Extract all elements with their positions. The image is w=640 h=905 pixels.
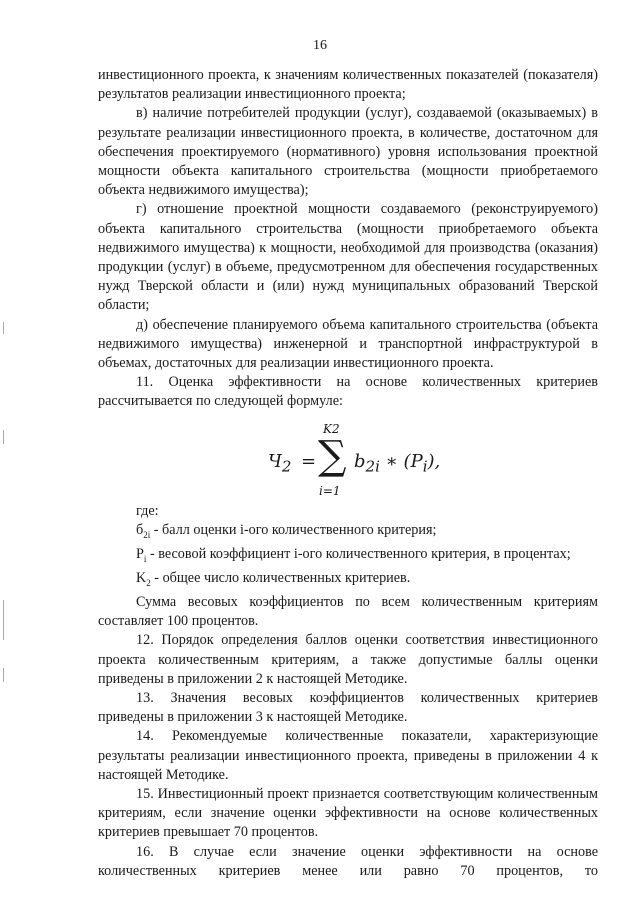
formula-lower-limit: i=1 bbox=[319, 483, 341, 498]
paragraph: Сумма весовых коэффициентов по всем количественным критериям составляет 100 процентов. bbox=[98, 593, 598, 630]
document-body bbox=[98, 66, 598, 881]
paragraph: 15. Инвестиционный проект признается соответствующим количественным критериям, если значение оценки эффективности на основе количественных критериев превышает 70 процентов. bbox=[98, 785, 598, 841]
formula-equals: = bbox=[301, 450, 317, 472]
formula-upper-limit: K2 bbox=[323, 421, 340, 436]
margin-mark bbox=[3, 600, 4, 640]
summation-icon: ∑ bbox=[318, 432, 347, 479]
paragraph: г) отношение проектной мощности создаваемого (реконструируемого) объекта капитального строительства (мощности приобретаемого объекта недвижимого имущества) к мощности, необходимой для производства (оказания) продукции (услуг) в объеме, предусмотренном для обеспечения государственных нужд Тверской области и (или) нужд муниципальных образований Тверской области; bbox=[98, 201, 598, 314]
paragraph: в) наличие потребителей продукции (услуг), создаваемой (оказываемых) в результате реализации инвестиционного проекта, в количестве, достаточном для обеспечения проектируемого (нормативного) уровня использования проектной мощности объекта капитального строительства (мощности приобретаемого объекта недвижимого имущества); bbox=[98, 105, 598, 199]
formula-lhs: $Ч_2$ bbox=[268, 450, 292, 476]
paragraph: 14. Рекомендуемые количественные показатели, характеризующие результаты реализации инвестиционного проекта, приведены в приложении 4 к настоящей Методике. bbox=[98, 728, 598, 783]
page-number: 16 bbox=[313, 38, 327, 53]
margin-mark bbox=[3, 322, 4, 334]
margin-mark bbox=[3, 430, 4, 444]
paragraph: 12. Порядок определения баллов оценки соответствия инвестиционного проекта количественным критериям, а также допустимые баллы оценки приведены в приложении 2 к настоящей Методике. bbox=[98, 632, 598, 687]
definition: $K_2$ - общее число количественных критериев. bbox=[136, 569, 411, 588]
formula bbox=[98, 418, 598, 498]
paragraph: 13. Значения весовых коэффициентов количественных критериев приведены в приложении 3 к настоящей Методике. bbox=[98, 689, 598, 726]
where-label: где: bbox=[136, 502, 159, 519]
margin-mark bbox=[3, 668, 4, 682]
definition: $б_{2i}$ - балл оценки i-ого количественного критерия; bbox=[136, 521, 437, 540]
formula-rhs: $b_{2i}$ ∗ $(P_i)$, bbox=[354, 450, 441, 476]
paragraph: 11. Оценка эффективности на основе количественных критериев рассчитывается по следующей формуле: bbox=[98, 374, 598, 410]
definition: $P_i$ - весовой коэффициент i-ого количественного критерия, в процентах; bbox=[136, 545, 571, 564]
paragraph: д) обеспечение планируемого объема капитального строительства (объекта недвижимого имущества) инженерной и транспортной инфраструктурой в объемах, достаточных для реализации инвестиционного проекта. bbox=[98, 316, 598, 372]
paragraph: 16. В случае если значение оценки эффективности на основе количественных критериев менее или равно 70 процентов, то bbox=[98, 843, 598, 879]
paragraph: инвестиционного проекта, к значениям количественных показателей (показателя) результатов реализации инвестиционного проекта; bbox=[98, 67, 598, 103]
